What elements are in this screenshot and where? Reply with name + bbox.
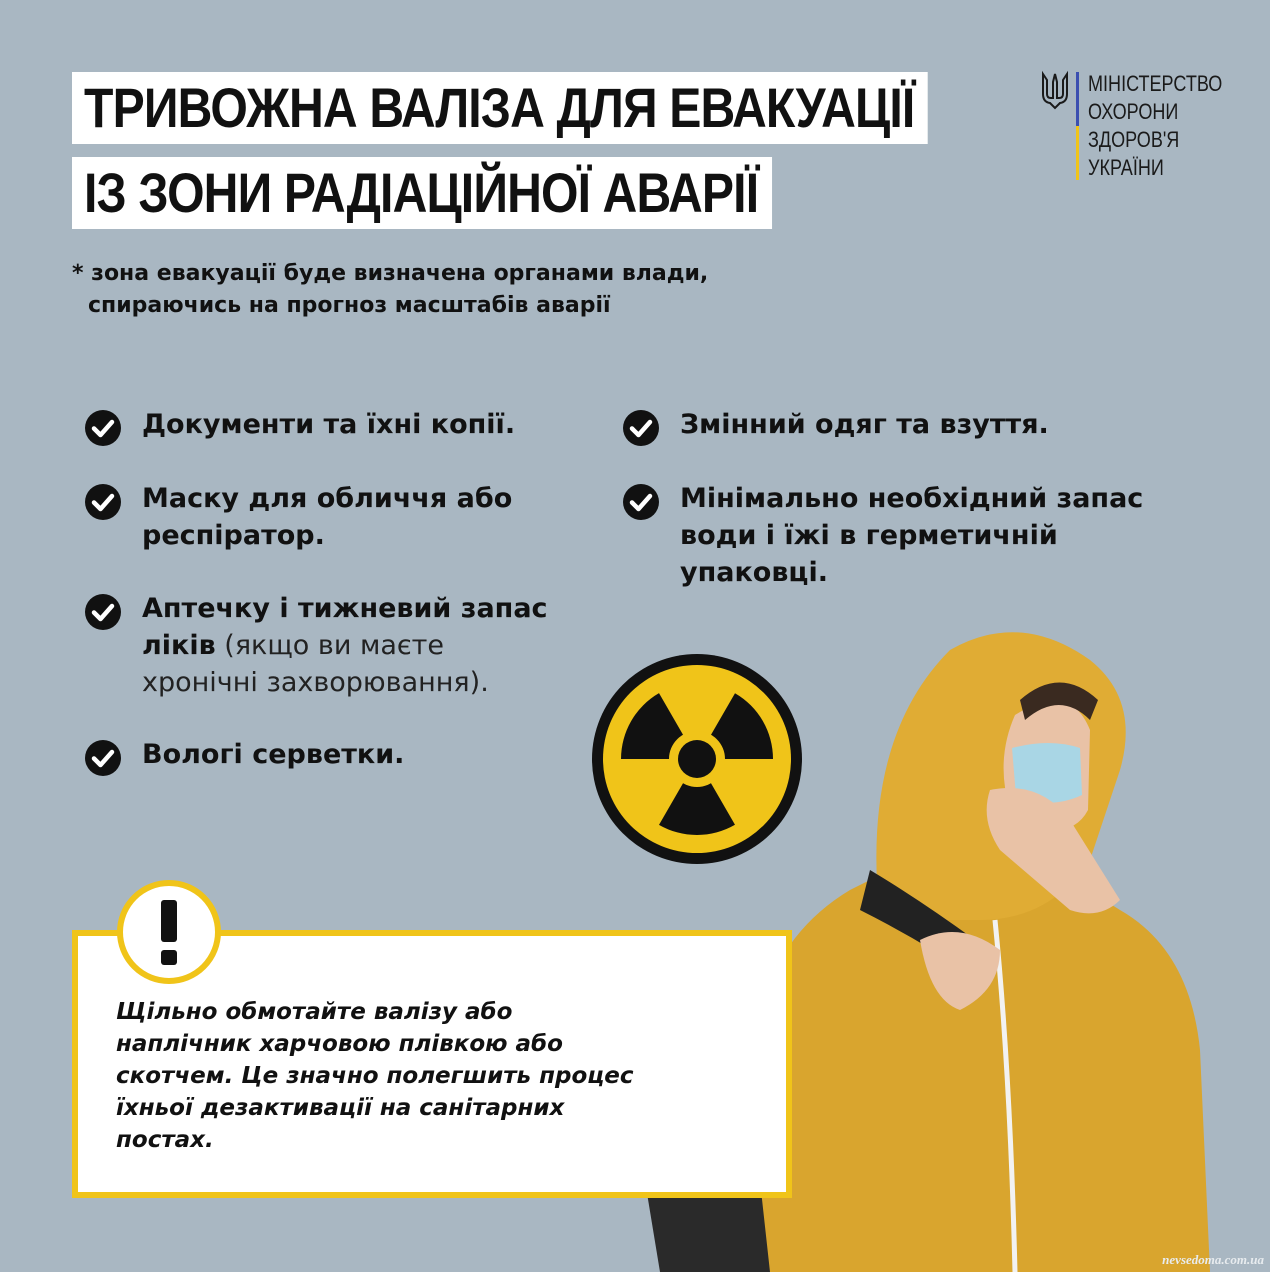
checklist-item-text: Мінімально необхідний запас води і їжі в герметичній упаковці.	[680, 483, 1144, 588]
ministry-name	[1088, 70, 1222, 182]
checklist-item-note: (якщо ви маєте хронічні захворювання).	[142, 630, 489, 698]
checklist-item-text: Вологі серветки.	[142, 739, 405, 770]
check-circle-icon	[84, 739, 122, 777]
ministry-name-line: ЗДОРОВ'Я	[1088, 127, 1180, 152]
logo-yellow-bar	[1076, 126, 1079, 180]
check-circle-icon	[622, 409, 660, 447]
logo-blue-bar	[1076, 72, 1079, 126]
checklist-item	[84, 590, 584, 701]
trident-icon	[1040, 70, 1070, 110]
checklist-item	[84, 406, 584, 447]
exclamation-icon	[123, 886, 215, 978]
checklist-item-text: Маску для обличчя або респіратор.	[142, 483, 513, 551]
checklist-item-bold: Аптечку і тижневий запас ліків	[142, 593, 548, 661]
checklist-item	[84, 736, 584, 777]
page-title-line-1: ТРИВОЖНА ВАЛІЗА ДЛЯ ЕВАКУАЦІЇ	[72, 72, 928, 144]
exclamation-badge	[117, 880, 221, 984]
checklist-item	[622, 480, 1182, 591]
checklist-item-text: Документи та їхні копії.	[142, 409, 516, 440]
checklist-item	[622, 406, 1182, 447]
page-title-line-2: ІЗ ЗОНИ РАДІАЦІЙНОЇ АВАРІЇ	[72, 157, 772, 229]
jacket	[750, 860, 1210, 1272]
ministry-name-line: УКРАЇНИ	[1088, 155, 1164, 180]
check-circle-icon	[84, 483, 122, 521]
checklist-item	[84, 480, 584, 554]
checklist-item-text	[142, 590, 562, 701]
check-circle-icon	[84, 593, 122, 631]
ministry-logo	[1040, 70, 1240, 190]
evacuation-zone-note	[72, 258, 708, 322]
note-line-1: * зона евакуації буде визначена органами влади,	[72, 261, 709, 286]
check-circle-icon	[84, 409, 122, 447]
check-circle-icon	[622, 483, 660, 521]
watermark: nevsedoma.com.ua	[1162, 1252, 1264, 1267]
ministry-name-line: МІНІСТЕРСТВО	[1088, 71, 1223, 96]
note-line-2: спираючись на прогноз масштабів аварії	[88, 293, 611, 318]
checklist-item-text: Змінний одяг та взуття.	[680, 409, 1049, 440]
warning-text: Щільно обмотайте валізу або наплічник харчовою плівкою або скотчем. Це значно полегшить процес їхньої дезактивації на санітарних постах.	[116, 999, 634, 1153]
ministry-name-line: ОХОРОНИ	[1088, 99, 1179, 124]
